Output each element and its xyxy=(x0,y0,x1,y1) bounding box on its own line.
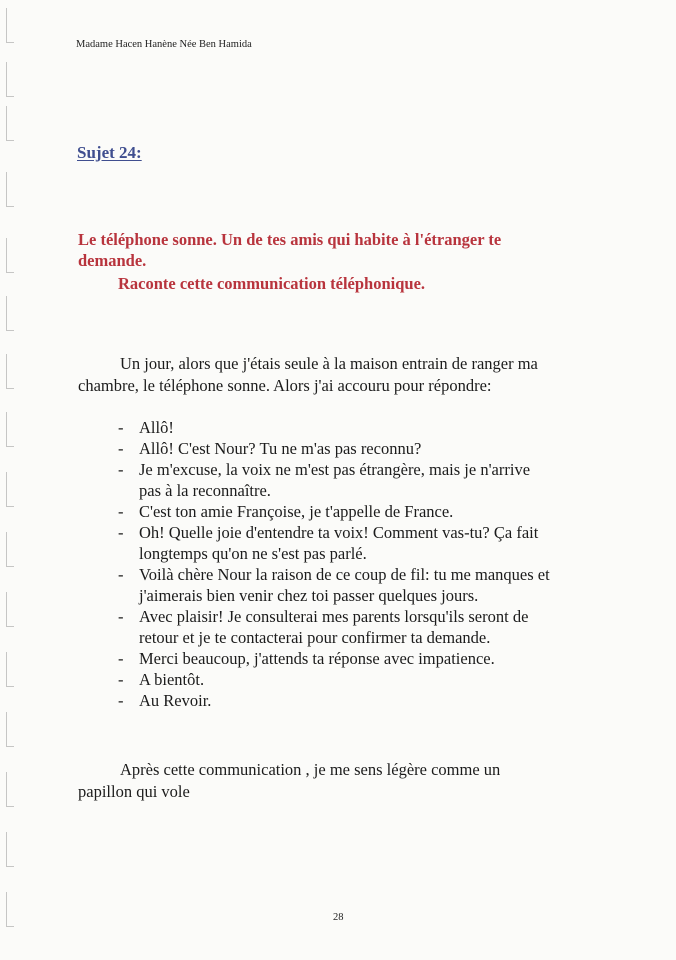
binding-marks xyxy=(0,0,16,960)
dialogue-item xyxy=(118,606,618,648)
conclusion-paragraph xyxy=(78,759,618,803)
dialogue-item xyxy=(118,438,618,459)
conclusion-line-2: papillon qui vole xyxy=(78,782,190,801)
dialogue-dash: - xyxy=(118,691,124,710)
dialogue-line: A bientôt. xyxy=(139,670,205,689)
dialogue-line: Au Revoir. xyxy=(139,691,212,710)
intro-line-1: Un jour, alors que j'étais seule à la maison entrain de ranger ma xyxy=(120,354,538,373)
intro-paragraph xyxy=(78,353,618,397)
dialogue-dash: - xyxy=(118,607,124,626)
dialogue-line: longtemps qu'on ne s'est pas parlé. xyxy=(139,544,367,563)
conclusion-line-1: Après cette communication , je me sens légère comme un xyxy=(120,760,501,779)
dialogue-dash: - xyxy=(118,649,124,668)
dialogue-line: Oh! Quelle joie d'entendre ta voix! Comment vas-tu? Ça fait xyxy=(139,523,539,542)
dialogue-dash: - xyxy=(118,670,124,689)
prompt-line-3: Raconte cette communication téléphonique. xyxy=(118,274,426,293)
dialogue-dash: - xyxy=(118,523,124,542)
dialogue-dash: - xyxy=(118,460,124,479)
dialogue-dash: - xyxy=(118,439,124,458)
intro-line-2: chambre, le téléphone sonne. Alors j'ai accouru pour répondre: xyxy=(78,376,492,395)
dialogue-line: Allô! xyxy=(139,418,174,437)
dialogue-item xyxy=(118,522,618,564)
dialogue-item xyxy=(118,648,618,669)
subject-title: Sujet 24: xyxy=(77,143,142,162)
dialogue-item xyxy=(118,501,618,522)
prompt-line-1: Le téléphone sonne. Un de tes amis qui habite à l'étranger te xyxy=(78,230,502,249)
dialogue-list xyxy=(118,417,618,711)
dialogue-dash: - xyxy=(118,565,124,584)
page-header-author: Madame Hacen Hanène Née Ben Hamida xyxy=(76,39,252,50)
dialogue-item xyxy=(118,417,618,438)
dialogue-line: Voilà chère Nour la raison de ce coup de fil: tu me manques et xyxy=(139,565,550,584)
writing-prompt xyxy=(78,229,598,294)
dialogue-item xyxy=(118,564,618,606)
dialogue-line: retour et je te contacterai pour confirmer ta demande. xyxy=(139,628,491,647)
prompt-line-2: demande. xyxy=(78,251,147,270)
dialogue-item xyxy=(118,459,618,501)
dialogue-line: Allô! C'est Nour? Tu ne m'as pas reconnu? xyxy=(139,439,422,458)
dialogue-item xyxy=(118,690,618,711)
dialogue-line: j'aimerais bien venir chez toi passer quelques jours. xyxy=(139,586,479,605)
dialogue-line: Merci beaucoup, j'attends ta réponse avec impatience. xyxy=(139,649,495,668)
dialogue-line: C'est ton amie Françoise, je t'appelle de France. xyxy=(139,502,454,521)
dialogue-line: pas à la reconnaître. xyxy=(139,481,271,500)
dialogue-line: Je m'excuse, la voix ne m'est pas étrangère, mais je n'arrive xyxy=(139,460,531,479)
dialogue-item xyxy=(118,669,618,690)
dialogue-dash: - xyxy=(118,502,124,521)
dialogue-line: Avec plaisir! Je consulterai mes parents lorsqu'ils seront de xyxy=(139,607,529,626)
page-number: 28 xyxy=(333,912,344,923)
dialogue-dash: - xyxy=(118,418,124,437)
